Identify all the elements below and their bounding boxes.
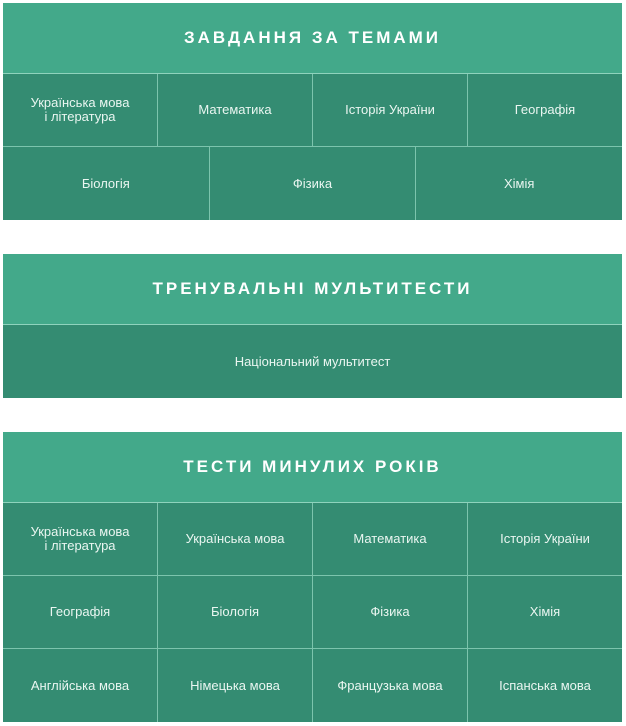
subject-row: [3, 147, 622, 220]
section-title: ЗАВДАННЯ ЗА ТЕМАМИ: [3, 3, 622, 74]
subject-row: [3, 576, 622, 649]
subject-link[interactable]: Хімія: [468, 576, 622, 649]
section-multitests: [3, 254, 622, 398]
subject-link[interactable]: Українська мова: [158, 503, 313, 576]
subject-row: [3, 74, 622, 147]
subject-link[interactable]: Географія: [3, 576, 158, 649]
multitest-link[interactable]: Національний мультитест: [3, 325, 622, 398]
subject-link[interactable]: Хімія: [416, 147, 622, 220]
subject-link[interactable]: Історія України: [313, 74, 468, 147]
subject-row: [3, 325, 622, 398]
subject-link[interactable]: Фізика: [313, 576, 468, 649]
subject-row: [3, 649, 622, 722]
subject-link[interactable]: Іспанська мова: [468, 649, 622, 722]
subject-link[interactable]: Українська мова і література: [3, 74, 158, 147]
subject-link[interactable]: Математика: [158, 74, 313, 147]
subject-link[interactable]: Географія: [468, 74, 622, 147]
subject-link[interactable]: Українська мова і література: [3, 503, 158, 576]
subject-link[interactable]: Англійська мова: [3, 649, 158, 722]
subject-link[interactable]: Біологія: [158, 576, 313, 649]
subject-link[interactable]: Біологія: [3, 147, 210, 220]
section-past-years: [3, 432, 622, 722]
subject-link[interactable]: Історія України: [468, 503, 622, 576]
subject-link[interactable]: Математика: [313, 503, 468, 576]
section-topics: [3, 3, 622, 220]
subject-link[interactable]: Французька мова: [313, 649, 468, 722]
subject-link[interactable]: Німецька мова: [158, 649, 313, 722]
subject-link[interactable]: Фізика: [210, 147, 417, 220]
section-title: ТРЕНУВАЛЬНІ МУЛЬТИТЕСТИ: [3, 254, 622, 325]
section-title: ТЕСТИ МИНУЛИХ РОКІВ: [3, 432, 622, 503]
subject-row: [3, 503, 622, 576]
